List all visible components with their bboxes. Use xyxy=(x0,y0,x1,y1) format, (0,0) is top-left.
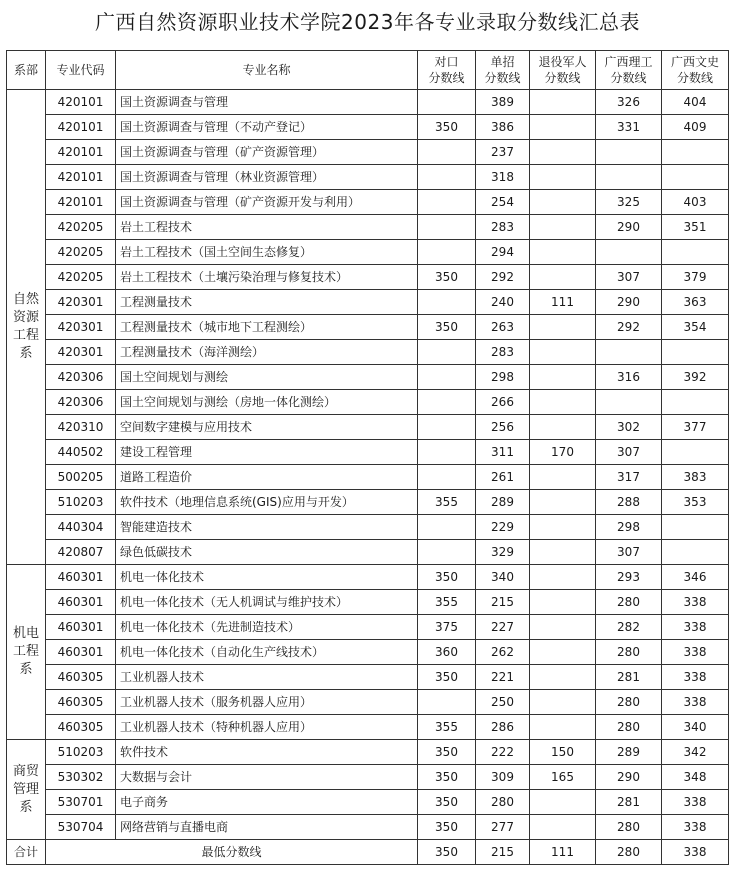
score-wenshi-cell: 351 xyxy=(662,215,729,240)
score-danzhao-cell: 283 xyxy=(476,215,530,240)
score-veteran-cell xyxy=(530,815,596,840)
score-wenshi-cell xyxy=(662,440,729,465)
department-cell: 机电工程系 xyxy=(7,565,46,740)
total-name: 最低分数线 xyxy=(46,840,418,865)
score-ligong-cell: 325 xyxy=(596,190,662,215)
major-name-cell: 机电一体化技术（自动化生产线技术） xyxy=(116,640,418,665)
table-row xyxy=(7,615,729,640)
table-row xyxy=(7,640,729,665)
major-name-cell: 国土资源调查与管理（矿产资源管理） xyxy=(116,140,418,165)
score-veteran-cell xyxy=(530,140,596,165)
score-veteran-cell xyxy=(530,490,596,515)
score-danzhao-cell: 318 xyxy=(476,165,530,190)
score-veteran-cell: 111 xyxy=(530,290,596,315)
score-wenshi-cell: 340 xyxy=(662,715,729,740)
major-name-cell: 工程测量技术 xyxy=(116,290,418,315)
table-row xyxy=(7,290,729,315)
score-ligong-cell: 307 xyxy=(596,440,662,465)
table-header-row xyxy=(7,51,729,90)
major-code-cell: 420101 xyxy=(46,115,116,140)
table-row xyxy=(7,790,729,815)
major-name-cell: 网络营销与直播电商 xyxy=(116,815,418,840)
score-duikou-cell: 355 xyxy=(418,715,476,740)
score-ligong-cell xyxy=(596,340,662,365)
header-wenshi-line1: 广西文史 xyxy=(670,55,719,69)
score-wenshi-cell: 377 xyxy=(662,415,729,440)
score-ligong-cell: 298 xyxy=(596,515,662,540)
score-wenshi-cell xyxy=(662,340,729,365)
score-danzhao-cell: 286 xyxy=(476,715,530,740)
score-ligong-cell: 282 xyxy=(596,615,662,640)
score-veteran-cell xyxy=(530,790,596,815)
major-code-cell: 420205 xyxy=(46,240,116,265)
major-code-cell: 420807 xyxy=(46,540,116,565)
score-veteran-cell xyxy=(530,190,596,215)
total-label: 合计 xyxy=(7,840,46,865)
score-ligong-cell: 290 xyxy=(596,215,662,240)
score-duikou-cell: 350 xyxy=(418,815,476,840)
major-code-cell: 530704 xyxy=(46,815,116,840)
score-veteran-cell xyxy=(530,565,596,590)
score-wenshi-cell: 383 xyxy=(662,465,729,490)
table-row xyxy=(7,390,729,415)
table-row xyxy=(7,190,729,215)
major-code-cell: 530302 xyxy=(46,765,116,790)
score-duikou-cell xyxy=(418,365,476,390)
table-row xyxy=(7,415,729,440)
major-code-cell: 530701 xyxy=(46,790,116,815)
score-veteran-cell: 165 xyxy=(530,765,596,790)
header-name: 专业名称 xyxy=(116,51,418,90)
major-code-cell: 440304 xyxy=(46,515,116,540)
score-wenshi-cell xyxy=(662,165,729,190)
score-ligong-cell xyxy=(596,165,662,190)
total-wenshi: 338 xyxy=(662,840,729,865)
score-duikou-cell xyxy=(418,340,476,365)
table-row xyxy=(7,515,729,540)
score-wenshi-cell: 363 xyxy=(662,290,729,315)
score-danzhao-cell: 389 xyxy=(476,90,530,115)
score-danzhao-cell: 240 xyxy=(476,290,530,315)
table-row xyxy=(7,465,729,490)
major-code-cell: 460301 xyxy=(46,615,116,640)
score-danzhao-cell: 256 xyxy=(476,415,530,440)
major-name-cell: 岩土工程技术 xyxy=(116,215,418,240)
score-duikou-cell: 350 xyxy=(418,740,476,765)
score-ligong-cell: 280 xyxy=(596,640,662,665)
major-name-cell: 国土空间规划与测绘（房地一体化测绘） xyxy=(116,390,418,415)
major-code-cell: 440502 xyxy=(46,440,116,465)
score-duikou-cell: 355 xyxy=(418,490,476,515)
header-wenshi-line2: 分数线 xyxy=(676,71,713,85)
major-name-cell: 国土资源调查与管理（不动产登记） xyxy=(116,115,418,140)
score-veteran-cell xyxy=(530,315,596,340)
table-row xyxy=(7,215,729,240)
score-wenshi-cell: 353 xyxy=(662,490,729,515)
score-danzhao-cell: 311 xyxy=(476,440,530,465)
score-duikou-cell: 355 xyxy=(418,590,476,615)
score-duikou-cell xyxy=(418,290,476,315)
score-danzhao-cell: 283 xyxy=(476,340,530,365)
header-ligong-line2: 分数线 xyxy=(610,71,647,85)
score-veteran-cell xyxy=(530,215,596,240)
major-code-cell: 510203 xyxy=(46,490,116,515)
score-duikou-cell xyxy=(418,165,476,190)
score-duikou-cell: 350 xyxy=(418,115,476,140)
table-row xyxy=(7,140,729,165)
major-code-cell: 460305 xyxy=(46,690,116,715)
major-code-cell: 420301 xyxy=(46,315,116,340)
score-ligong-cell: 331 xyxy=(596,115,662,140)
score-danzhao-cell: 227 xyxy=(476,615,530,640)
major-name-cell: 机电一体化技术 xyxy=(116,565,418,590)
score-wenshi-cell: 338 xyxy=(662,640,729,665)
score-danzhao-cell: 298 xyxy=(476,365,530,390)
department-cell: 自然资源工程系 xyxy=(7,90,46,565)
score-veteran-cell xyxy=(530,465,596,490)
score-ligong-cell xyxy=(596,390,662,415)
major-code-cell: 460305 xyxy=(46,715,116,740)
score-danzhao-cell: 254 xyxy=(476,190,530,215)
score-veteran-cell xyxy=(530,165,596,190)
score-danzhao-cell: 277 xyxy=(476,815,530,840)
header-ligong xyxy=(596,51,662,90)
total-veteran: 111 xyxy=(530,840,596,865)
score-duikou-cell xyxy=(418,690,476,715)
score-duikou-cell xyxy=(418,465,476,490)
score-duikou-cell: 350 xyxy=(418,790,476,815)
major-code-cell: 420205 xyxy=(46,215,116,240)
header-duikou-line1: 对口 xyxy=(434,55,459,69)
major-name-cell: 国土资源调查与管理（矿产资源开发与利用） xyxy=(116,190,418,215)
score-duikou-cell xyxy=(418,90,476,115)
score-duikou-cell: 350 xyxy=(418,765,476,790)
table-row xyxy=(7,315,729,340)
header-veteran-line1: 退役军人 xyxy=(538,55,587,69)
table-row xyxy=(7,440,729,465)
header-duikou-line2: 分数线 xyxy=(428,71,465,85)
table-row xyxy=(7,115,729,140)
score-wenshi-cell: 338 xyxy=(662,590,729,615)
major-name-cell: 岩土工程技术（国土空间生态修复） xyxy=(116,240,418,265)
score-duikou-cell xyxy=(418,240,476,265)
header-veteran-line2: 分数线 xyxy=(544,71,581,85)
score-ligong-cell: 290 xyxy=(596,290,662,315)
score-danzhao-cell: 386 xyxy=(476,115,530,140)
major-name-cell: 国土空间规划与测绘 xyxy=(116,365,418,390)
table-row xyxy=(7,765,729,790)
table-row xyxy=(7,715,729,740)
score-danzhao-cell: 261 xyxy=(476,465,530,490)
major-code-cell: 420101 xyxy=(46,90,116,115)
score-ligong-cell: 280 xyxy=(596,590,662,615)
table-row xyxy=(7,490,729,515)
score-veteran-cell xyxy=(530,640,596,665)
major-code-cell: 420301 xyxy=(46,340,116,365)
score-duikou-cell: 350 xyxy=(418,265,476,290)
table-row xyxy=(7,240,729,265)
major-name-cell: 电子商务 xyxy=(116,790,418,815)
score-wenshi-cell: 404 xyxy=(662,90,729,115)
major-name-cell: 岩土工程技术（土壤污染治理与修复技术） xyxy=(116,265,418,290)
score-duikou-cell xyxy=(418,215,476,240)
major-name-cell: 大数据与会计 xyxy=(116,765,418,790)
score-danzhao-cell: 289 xyxy=(476,490,530,515)
table-row xyxy=(7,740,729,765)
score-ligong-cell: 290 xyxy=(596,765,662,790)
table-row xyxy=(7,90,729,115)
score-wenshi-cell xyxy=(662,240,729,265)
score-veteran-cell: 170 xyxy=(530,440,596,465)
score-veteran-cell xyxy=(530,715,596,740)
score-duikou-cell: 350 xyxy=(418,665,476,690)
score-duikou-cell xyxy=(418,390,476,415)
table-row xyxy=(7,590,729,615)
major-code-cell: 500205 xyxy=(46,465,116,490)
score-veteran-cell xyxy=(530,415,596,440)
score-wenshi-cell xyxy=(662,515,729,540)
table-row xyxy=(7,565,729,590)
major-code-cell: 460301 xyxy=(46,590,116,615)
major-code-cell: 420306 xyxy=(46,390,116,415)
admission-score-table xyxy=(6,50,729,865)
score-wenshi-cell: 346 xyxy=(662,565,729,590)
score-wenshi-cell: 338 xyxy=(662,790,729,815)
score-duikou-cell: 350 xyxy=(418,565,476,590)
score-veteran-cell: 150 xyxy=(530,740,596,765)
score-veteran-cell xyxy=(530,115,596,140)
score-wenshi-cell: 342 xyxy=(662,740,729,765)
score-ligong-cell: 307 xyxy=(596,265,662,290)
major-name-cell: 国土资源调查与管理（林业资源管理） xyxy=(116,165,418,190)
major-code-cell: 420101 xyxy=(46,165,116,190)
major-code-cell: 510203 xyxy=(46,740,116,765)
score-veteran-cell xyxy=(530,90,596,115)
score-danzhao-cell: 222 xyxy=(476,740,530,765)
score-duikou-cell xyxy=(418,415,476,440)
score-ligong-cell: 302 xyxy=(596,415,662,440)
score-wenshi-cell: 338 xyxy=(662,690,729,715)
score-wenshi-cell xyxy=(662,540,729,565)
table-row xyxy=(7,340,729,365)
major-name-cell: 智能建造技术 xyxy=(116,515,418,540)
header-veteran xyxy=(530,51,596,90)
major-name-cell: 工程测量技术（海洋测绘） xyxy=(116,340,418,365)
score-ligong-cell: 280 xyxy=(596,690,662,715)
header-duikou xyxy=(418,51,476,90)
score-wenshi-cell: 379 xyxy=(662,265,729,290)
major-name-cell: 空间数字建模与应用技术 xyxy=(116,415,418,440)
score-wenshi-cell: 392 xyxy=(662,365,729,390)
major-name-cell: 建设工程管理 xyxy=(116,440,418,465)
score-danzhao-cell: 262 xyxy=(476,640,530,665)
major-code-cell: 420301 xyxy=(46,290,116,315)
major-code-cell: 420101 xyxy=(46,140,116,165)
header-danzhao xyxy=(476,51,530,90)
department-cell: 商贸管理系 xyxy=(7,740,46,840)
total-danzhao: 215 xyxy=(476,840,530,865)
score-danzhao-cell: 221 xyxy=(476,665,530,690)
score-wenshi-cell: 338 xyxy=(662,615,729,640)
score-ligong-cell: 280 xyxy=(596,815,662,840)
major-name-cell: 工业机器人技术（特种机器人应用） xyxy=(116,715,418,740)
score-wenshi-cell: 338 xyxy=(662,815,729,840)
total-row xyxy=(7,840,729,865)
score-veteran-cell xyxy=(530,615,596,640)
header-ligong-line1: 广西理工 xyxy=(604,55,653,69)
major-name-cell: 软件技术（地理信息系统(GIS)应用与开发） xyxy=(116,490,418,515)
header-wenshi xyxy=(662,51,729,90)
score-danzhao-cell: 250 xyxy=(476,690,530,715)
score-veteran-cell xyxy=(530,365,596,390)
major-name-cell: 机电一体化技术（无人机调试与维护技术） xyxy=(116,590,418,615)
major-name-cell: 工业机器人技术（服务机器人应用） xyxy=(116,690,418,715)
header-danzhao-line1: 单招 xyxy=(490,55,515,69)
score-ligong-cell: 307 xyxy=(596,540,662,565)
score-danzhao-cell: 229 xyxy=(476,515,530,540)
score-ligong-cell: 293 xyxy=(596,565,662,590)
score-danzhao-cell: 237 xyxy=(476,140,530,165)
score-duikou-cell xyxy=(418,540,476,565)
major-code-cell: 460301 xyxy=(46,565,116,590)
score-danzhao-cell: 294 xyxy=(476,240,530,265)
score-danzhao-cell: 309 xyxy=(476,765,530,790)
table-body xyxy=(7,90,729,840)
score-ligong-cell: 288 xyxy=(596,490,662,515)
score-wenshi-cell xyxy=(662,390,729,415)
score-ligong-cell: 281 xyxy=(596,665,662,690)
score-wenshi-cell: 403 xyxy=(662,190,729,215)
page-title: 广西自然资源职业技术学院2023年各专业录取分数线汇总表 xyxy=(95,10,640,34)
major-name-cell: 国土资源调查与管理 xyxy=(116,90,418,115)
score-veteran-cell xyxy=(530,390,596,415)
table-row xyxy=(7,165,729,190)
score-ligong-cell: 317 xyxy=(596,465,662,490)
score-ligong-cell: 289 xyxy=(596,740,662,765)
score-wenshi-cell xyxy=(662,140,729,165)
score-wenshi-cell: 354 xyxy=(662,315,729,340)
total-duikou: 350 xyxy=(418,840,476,865)
major-code-cell: 460301 xyxy=(46,640,116,665)
score-duikou-cell xyxy=(418,440,476,465)
total-ligong: 280 xyxy=(596,840,662,865)
major-name-cell: 绿色低碳技术 xyxy=(116,540,418,565)
score-veteran-cell xyxy=(530,240,596,265)
header-dept: 系部 xyxy=(7,51,46,90)
major-name-cell: 机电一体化技术（先进制造技术） xyxy=(116,615,418,640)
score-danzhao-cell: 215 xyxy=(476,590,530,615)
score-veteran-cell xyxy=(530,340,596,365)
score-duikou-cell xyxy=(418,515,476,540)
table-row xyxy=(7,690,729,715)
score-duikou-cell: 360 xyxy=(418,640,476,665)
score-veteran-cell xyxy=(530,515,596,540)
score-wenshi-cell: 338 xyxy=(662,665,729,690)
table-row xyxy=(7,265,729,290)
score-danzhao-cell: 340 xyxy=(476,565,530,590)
score-duikou-cell: 350 xyxy=(418,315,476,340)
score-duikou-cell: 375 xyxy=(418,615,476,640)
score-veteran-cell xyxy=(530,690,596,715)
score-ligong-cell xyxy=(596,240,662,265)
table-row xyxy=(7,365,729,390)
score-danzhao-cell: 263 xyxy=(476,315,530,340)
major-code-cell: 460305 xyxy=(46,665,116,690)
major-code-cell: 420310 xyxy=(46,415,116,440)
score-ligong-cell: 326 xyxy=(596,90,662,115)
major-code-cell: 420306 xyxy=(46,365,116,390)
score-veteran-cell xyxy=(530,540,596,565)
score-wenshi-cell: 348 xyxy=(662,765,729,790)
score-ligong-cell: 280 xyxy=(596,715,662,740)
score-veteran-cell xyxy=(530,665,596,690)
score-danzhao-cell: 292 xyxy=(476,265,530,290)
major-name-cell: 工程测量技术（城市地下工程测绘） xyxy=(116,315,418,340)
score-duikou-cell xyxy=(418,190,476,215)
header-code: 专业代码 xyxy=(46,51,116,90)
table-row xyxy=(7,665,729,690)
score-ligong-cell: 316 xyxy=(596,365,662,390)
major-name-cell: 工业机器人技术 xyxy=(116,665,418,690)
score-duikou-cell xyxy=(418,140,476,165)
table-row xyxy=(7,815,729,840)
table-row xyxy=(7,540,729,565)
score-danzhao-cell: 266 xyxy=(476,390,530,415)
header-danzhao-line2: 分数线 xyxy=(484,71,521,85)
score-veteran-cell xyxy=(530,590,596,615)
score-ligong-cell: 292 xyxy=(596,315,662,340)
major-name-cell: 软件技术 xyxy=(116,740,418,765)
major-code-cell: 420101 xyxy=(46,190,116,215)
score-veteran-cell xyxy=(530,265,596,290)
score-danzhao-cell: 329 xyxy=(476,540,530,565)
score-wenshi-cell: 409 xyxy=(662,115,729,140)
major-name-cell: 道路工程造价 xyxy=(116,465,418,490)
major-code-cell: 420205 xyxy=(46,265,116,290)
score-ligong-cell: 281 xyxy=(596,790,662,815)
score-ligong-cell xyxy=(596,140,662,165)
score-danzhao-cell: 280 xyxy=(476,790,530,815)
